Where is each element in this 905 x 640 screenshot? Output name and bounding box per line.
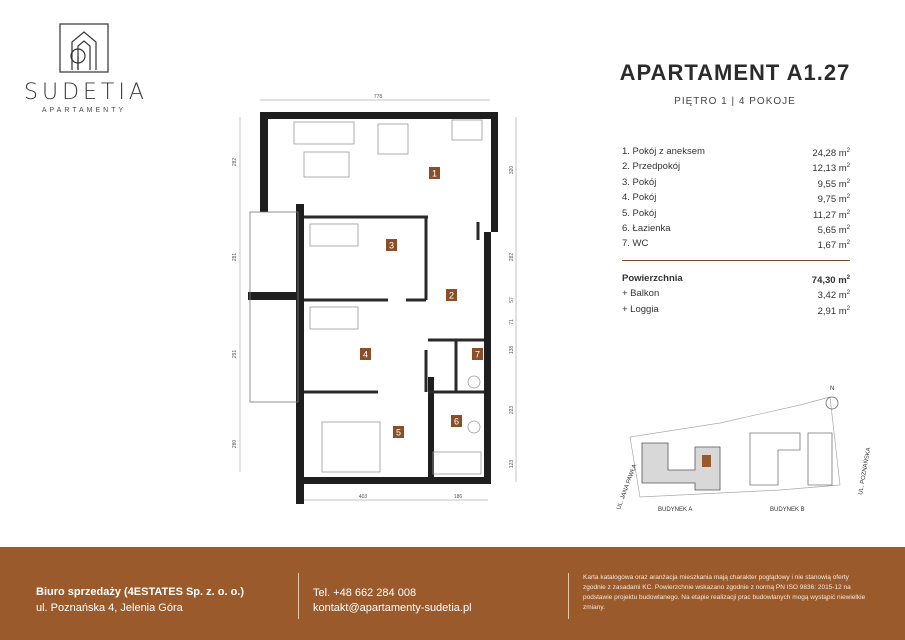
room-label: 5. Pokój <box>622 207 657 219</box>
email-link[interactable]: kontakt@apartamenty-sudetia.pl <box>313 602 472 614</box>
list-item <box>622 221 850 236</box>
list-item <box>622 236 850 251</box>
floor-label: PIĘTRO 1 <box>674 96 728 107</box>
building-a-label: BUDYNEK A <box>658 507 693 513</box>
room-list <box>622 144 850 317</box>
phone-link[interactable]: Tel. +48 662 284 008 <box>313 587 417 599</box>
building-b-label: BUDYNEK B <box>770 507 805 513</box>
room-number-1: 1 <box>431 168 438 179</box>
sudetia-logo-icon <box>58 22 110 74</box>
list-item <box>622 190 850 205</box>
dim-bottom-left: 403 <box>358 494 368 500</box>
dim-top: 778 <box>373 94 383 100</box>
room-label: 1. Pokój z aneksem <box>622 146 705 157</box>
list-item <box>622 175 850 190</box>
dim-right-3: 57 <box>509 297 515 303</box>
room-number-6: 6 <box>453 416 460 427</box>
list-item <box>622 159 850 174</box>
dim-left-4: 280 <box>232 439 238 449</box>
north-label: N <box>830 386 835 392</box>
balcony-label: + Balkon <box>622 288 660 300</box>
footer <box>0 547 905 640</box>
loggia-area: 2,91 $m^2$ <box>817 305 850 317</box>
street-label-1: UL. JANA PAWŁA <box>616 463 639 511</box>
room-number-3: 3 <box>388 240 395 251</box>
total-label: Powierzchnia <box>622 272 683 284</box>
office-address: ul. Poznańska 4, Jelenia Góra <box>36 602 183 614</box>
brand-logo <box>24 22 148 114</box>
dim-bottom-right: 186 <box>453 494 463 500</box>
dim-right-4: 71 <box>509 319 515 325</box>
apartment-title: APARTAMENT A1.27 <box>619 60 851 85</box>
loggia-label: + Loggia <box>622 303 659 315</box>
room-area: 5,65 $m^2$ <box>817 224 850 237</box>
brand-name: SUDETIA <box>24 80 148 105</box>
room-area: 1,67 $m^2$ <box>817 240 850 252</box>
dim-left-1: 282 <box>232 157 238 167</box>
dim-right-2: 282 <box>509 252 515 262</box>
room-number-2: 2 <box>448 290 455 301</box>
dim-right-7: 123 <box>509 459 515 469</box>
rooms-count-label: 4 POKOJE <box>738 96 796 107</box>
dim-right-1: 320 <box>509 165 515 175</box>
room-number-5: 5 <box>395 427 402 438</box>
site-map <box>600 375 875 525</box>
dim-right-5: 138 <box>509 345 515 355</box>
room-number-4: 4 <box>362 349 369 360</box>
disclaimer: Karta katalogowa oraz aranżacja mieszkania mają charakter poglądowy i nie stanowią oferty zgodnie z zasadami KC. Powierzchnie wskazano zgodnie z normą PN ISO 9836: 2015-12 na podstawie projektu budowlanego. Na etapie realizacji prac budowlanych mogą wystąpić niewielkie zmiany. <box>583 574 866 611</box>
apartment-subtitle <box>615 96 855 107</box>
room-label: 6. Łazienka <box>622 222 671 234</box>
floor-plan-drawing <box>228 92 528 512</box>
room-area: 9,75 $m^2$ <box>817 194 850 206</box>
total-area: 74,30 $m^2$ <box>811 274 850 286</box>
room-area: 12,13 $m^2$ <box>812 163 850 175</box>
site-map-drawing <box>600 375 875 525</box>
street-label-2: UL. POZNAŃSKA <box>858 447 873 496</box>
dim-left-2: 281 <box>232 252 238 262</box>
room-area: 24,28 $m^2$ <box>812 148 850 160</box>
divider <box>568 573 569 619</box>
divider <box>298 573 299 619</box>
total-area-row <box>622 271 850 286</box>
sales-office <box>36 586 244 614</box>
balcony-area: 3,42 $m^2$ <box>817 290 850 302</box>
brand-subtitle: APARTAMENTY <box>41 107 127 114</box>
room-area: 9,55 $m^2$ <box>817 178 850 190</box>
subtitle-separator: | <box>731 96 739 107</box>
divider <box>622 260 850 261</box>
room-number-7: 7 <box>474 349 481 360</box>
room-label: 4. Pokój <box>622 192 657 204</box>
office-title: Biuro sprzedaży (4ESTATES Sp. z. o. o.) <box>36 586 245 598</box>
room-area: 11,27 $m^2$ <box>813 209 850 221</box>
balcony-row <box>622 286 850 301</box>
list-item <box>622 206 850 221</box>
dim-right-6: 223 <box>509 405 515 415</box>
north-arrow-icon <box>826 397 838 409</box>
dim-left-3: 291 <box>232 349 238 359</box>
apartment-header <box>615 60 855 107</box>
contact-info <box>313 586 472 616</box>
room-label: 7. WC <box>622 238 649 250</box>
room-label: 3. Pokój <box>622 176 657 188</box>
floor-plan <box>228 92 528 512</box>
room-label: 2. Przedpokój <box>622 161 681 173</box>
list-item <box>622 144 850 159</box>
loggia-row <box>622 302 850 317</box>
